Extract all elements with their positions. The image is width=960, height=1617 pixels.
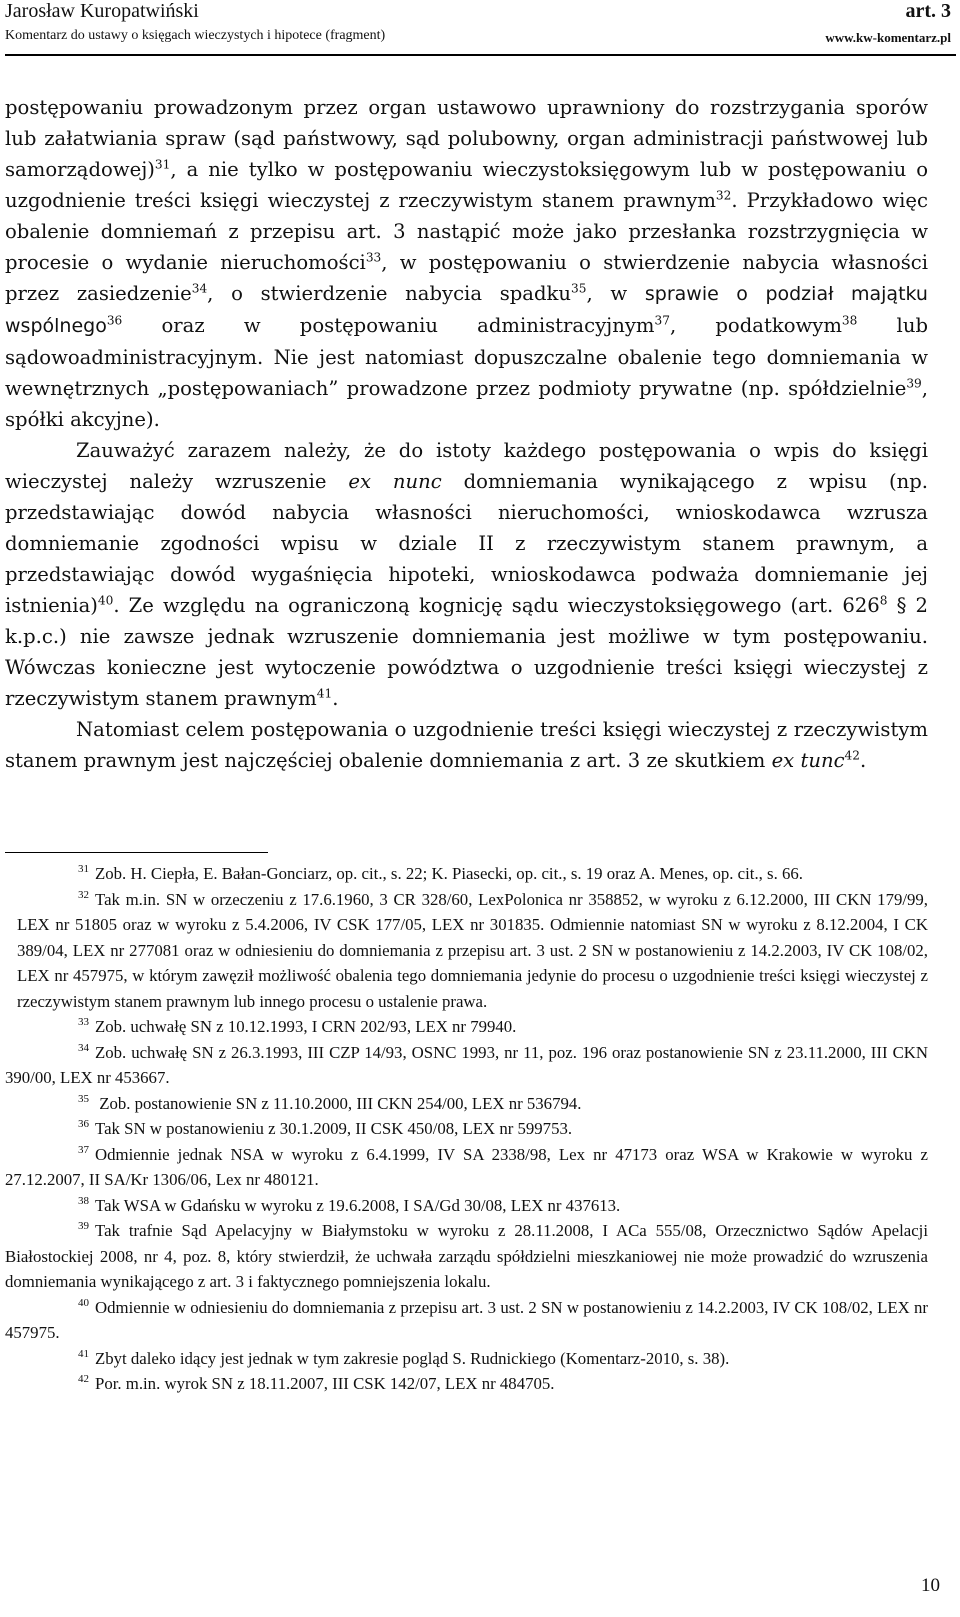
- paragraph-1: postępowaniu prowadzonym przez organ ustawowo uprawniony do rozstrzygania sporów lub załatwiania spraw (sąd państwowy, sąd polubowny, organ administracji państwowej lub samorządowej)$^{31}$, a nie tylko w postępowaniu wieczystoksięgowym lub w postępowaniu o uzgodnienie treści księgi wieczystej z rzeczywistym stanem prawnym$^{32}$. Przykładowo więc obalenie domniemań z przepisu art. 3 nastąpić może jako przesłanka rozstrzygnięcia w procesie o wydanie nieruchomości$^{33}$, w postępowaniu o stwierdzenie nabycia własności przez zasiedzenie$^{34}$, o stwierdzenie nabycia spadku$^{35}$, w sprawie o podział majątku wspólnego$^{36}$ oraz w postępowaniu administracyjnym$^{37}$, podatkowym$^{38}$ lub sądowoadministracyjnym. Nie jest natomiast dopuszczalne obalenie tego domniemania w wewnętrznych „postępowaniach” prowadzone przez podmioty prywatne (np. spółdzielnie$^{39}$, spółki akcyjne).: [5, 96, 928, 431]
- footnote-separator: [5, 852, 268, 853]
- footnote-38: $^{38}$ Tak WSA w Gdańsku w wyroku z 19.6.2008, I SA/Gd 30/08, LEX nr 437613.: [78, 1194, 621, 1215]
- footnote-ref[interactable]: 42: [844, 748, 860, 763]
- superscript: 8: [879, 593, 888, 608]
- footnote-ref[interactable]: 40: [97, 593, 114, 608]
- footnote-41: $^{41}$ Zbyt daleko idący jest jednak w tym zakresie pogląd S. Rudnickiego (Komentarz-2010, s. 38).: [78, 1347, 730, 1368]
- footnote-ref[interactable]: 38: [841, 313, 858, 328]
- header-rule: [5, 54, 956, 56]
- footnote-ref[interactable]: 34: [191, 281, 208, 296]
- page-number: 10: [921, 1575, 940, 1596]
- page-header: [5, 0, 955, 52]
- paragraph-3: Natomiast celem postępowania o uzgodnienie treści księgi wieczystej z rzeczywistym stanem prawnym jest najczęściej obalenie domniemania z art. 3 ze skutkiem ex tunc$^{42}$.: [5, 718, 928, 772]
- footnote-ref[interactable]: 36: [106, 313, 123, 328]
- footnote-ref[interactable]: 35: [571, 281, 587, 296]
- main-text: [5, 92, 928, 776]
- footnote-31: $^{31}$ Zob. H. Ciepła, E. Bałan-Gonciarz, op. cit., s. 22; K. Piasecki, op. cit., s. 19 oraz A. Menes, op. cit., s. 66.: [78, 863, 803, 883]
- footnote-ref[interactable]: 32: [715, 188, 732, 203]
- footnote-33: $^{33}$ Zob. uchwałę SN z 10.12.1993, I CRN 202/93, LEX nr 79940.: [78, 1016, 517, 1036]
- footnote-ref[interactable]: 39: [906, 376, 922, 391]
- footnote-ref[interactable]: 41: [316, 686, 333, 701]
- author-name: Jarosław Kuropatwiński: [5, 0, 199, 22]
- footnote-ref[interactable]: 37: [654, 313, 670, 328]
- footnote-40: $^{40}$ Odmiennie w odniesieniu do domniemania z przepisu art. 3 ust. 2 SN w postanowieniu z 14.2.2003, IV CK 108/02, LEX nr 457975.: [5, 1296, 928, 1342]
- footnote-37: $^{37}$ Odmiennie jednak NSA w wyroku z 6.4.1999, IV SA 2338/98, Lex nr 47173 oraz WSA w Krakowie w wyroku z 27.12.2007, II SA/Kr 1306/06, Lex nr 480121.: [5, 1143, 928, 1189]
- website-link[interactable]: www.kw-komentarz.pl: [825, 30, 951, 45]
- paragraph-2: Zauważyć zarazem należy, że do istoty każdego postępowania o wpis do księgi wieczystej należy wzruszenie ex nunc domniemania wynikającego z wpisu (np. przedstawiając dowód nabycia własności nieruchomości, wnioskodawca wzrusza domniemanie zgodności wpisu w dziale II z rzeczywistym stanem prawnym, a przedstawiając dowód wygaśnięcia hipoteki, wnioskodawca podważa domniemanie jej istnienia)$^{40}$. Ze względu na ograniczoną kognicję sądu wieczystoksięgowego (art. $626^8$ § 2 k.p.c.) nie zawsze jednak wzruszenie domniemania jest możliwe w tym postępowaniu. Wówczas konieczne jest wytoczenie powództwa o uzgodnienie treści księgi wieczystej z rzeczywistym stanem prawnym$^{41}$.: [5, 439, 928, 710]
- footnote-42: $^{42}$ Por. m.in. wyrok SN z 18.11.2007, III CSK 142/07, LEX nr 484705.: [78, 1373, 555, 1393]
- book-subtitle: Komentarz do ustawy o księgach wieczystych i hipotece (fragment): [5, 28, 386, 43]
- footnote-ref[interactable]: 31: [154, 157, 171, 172]
- footnote-ref[interactable]: 33: [365, 250, 382, 265]
- footnote-39: $^{39}$ Tak trafnie Sąd Apelacyjny w Białymstoku w wyroku z 28.11.2008, I ACa 555/08, Orzecznictwo Sądów Apelacji Białostockiej 2008, nr 4, poz. 8, który stwierdził, że uchwała zarządu spółdzielni mieszkaniowej nie może prowadzić do wzruszenia domniemania wynikającego z art. 3 i faktycznego pomniejszenia lokalu.: [5, 1220, 928, 1291]
- article-label: art. 3: [905, 0, 951, 22]
- footnote-34: $^{34}$ Zob. uchwałę SN z 26.3.1993, III CZP 14/93, OSNC 1993, nr 11, poz. 196 oraz postanowienie SN z 23.11.2000, III CKN 390/00, LEX nr 453667.: [5, 1041, 928, 1087]
- footnotes: [5, 861, 928, 1397]
- footnote-32: $^{32}$ Tak m.in. SN w orzeczeniu z 17.6.1960, 3 CR 328/60, LexPolonica nr 358852, w wyroku z 6.12.2000, III CKN 179/99, LEX nr 51805 oraz w wyroku z 5.4.2006, IV CSK 177/05, LEX nr 301835. Odmiennie natomiast SN w wyroku z 8.12.2004, I CK 389/04, LEX nr 277081 oraz w odniesieniu do domniemania z przepisu art. 3 ust. 2 SN w postanowieniu z 14.2.2003, IV CK 108/02, LEX nr 457975, w którym zawęził możliwość obalenia tego domniemania jedynie do procesu o uzgodnienie treści księgi wieczystej z rzeczywistym stanem prawnym lub innego procesu o ustalenie prawa.: [17, 888, 928, 1011]
- footnote-36: $^{36}$ Tak SN w postanowieniu z 30.1.2009, II CSK 450/08, LEX nr 599753.: [78, 1118, 573, 1138]
- footnote-35: $^{35}$ Zob. postanowienie SN z 11.10.2000, III CKN 254/00, LEX nr 536794.: [78, 1092, 582, 1113]
